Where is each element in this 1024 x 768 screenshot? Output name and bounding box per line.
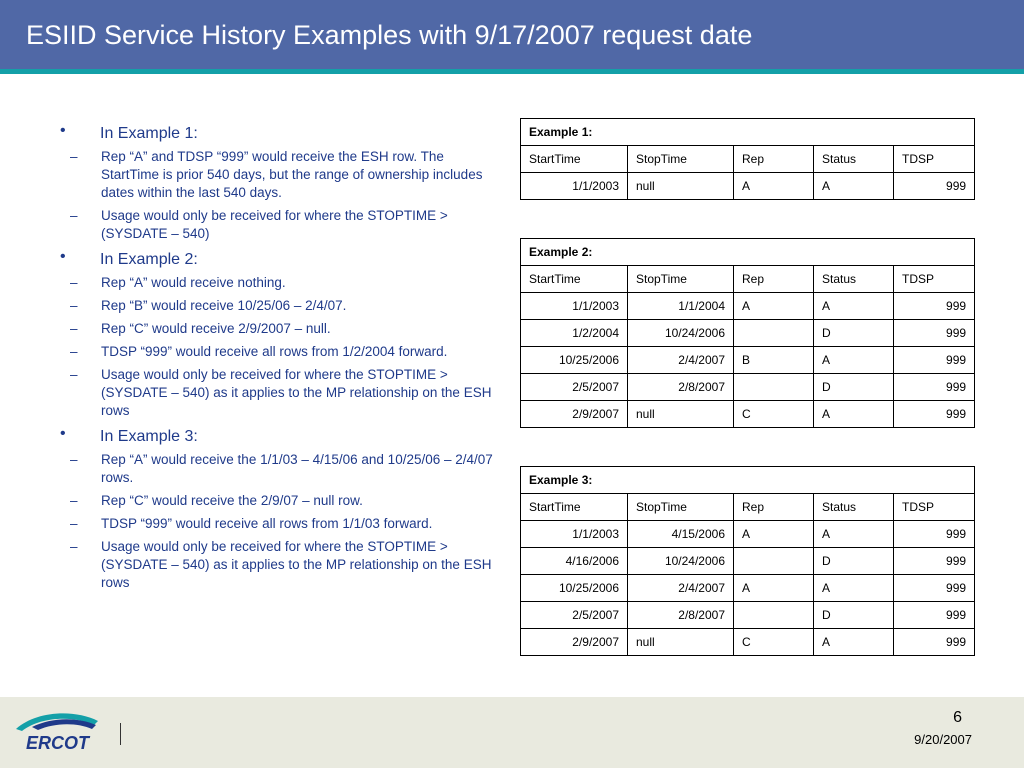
list-item: – Rep “C” would receive 2/9/2007 – null. <box>70 321 331 336</box>
section-example-3 <box>56 425 496 449</box>
table-cell: A <box>814 575 894 602</box>
example-2-table <box>520 238 975 428</box>
table-cell: 999 <box>894 575 975 602</box>
list-item: – Rep “A” would receive nothing. <box>70 275 286 290</box>
table-cell: 999 <box>894 521 975 548</box>
example-3-table <box>520 466 975 656</box>
table-cell: A <box>814 293 894 320</box>
list-item: – Rep “C” would receive the 2/9/07 – null row. <box>70 493 363 508</box>
table-header-row <box>521 266 975 293</box>
list-item: – Usage would only be received for where the STOPTIME >(SYSDATE – 540) <box>70 208 448 241</box>
table-row <box>521 401 975 428</box>
table-caption: Example 1: <box>521 119 975 146</box>
table-cell: A <box>734 173 814 200</box>
list-item: – TDSP “999” would receive all rows from 1/2/2004 forward. <box>70 344 448 359</box>
section-heading: In Example 2: <box>100 251 198 268</box>
table-cell: 2/8/2007 <box>628 374 734 401</box>
table-cell: 2/9/2007 <box>521 401 628 428</box>
table-header-row <box>521 146 975 173</box>
column-header: Rep <box>734 266 814 293</box>
table-cell: D <box>814 548 894 575</box>
table-cell: A <box>814 401 894 428</box>
table-cell: 4/16/2006 <box>521 548 628 575</box>
sub-list <box>56 148 496 243</box>
ercot-logo <box>12 707 102 757</box>
table-cell: 10/24/2006 <box>628 548 734 575</box>
section-example-2 <box>56 248 496 272</box>
table-cell: A <box>814 173 894 200</box>
table-cell: A <box>814 347 894 374</box>
column-header: StartTime <box>521 494 628 521</box>
table-cell: A <box>814 521 894 548</box>
table-caption: Example 2: <box>521 239 975 266</box>
table-row <box>521 629 975 656</box>
dash-icon: – <box>70 367 78 382</box>
table-cell: 10/25/2006 <box>521 347 628 374</box>
table-cell: 999 <box>894 374 975 401</box>
column-header: TDSP <box>894 494 975 521</box>
table-cell: 999 <box>894 548 975 575</box>
bullet-icon: • <box>60 122 66 139</box>
column-header: StartTime <box>521 266 628 293</box>
section-heading: In Example 1: <box>100 125 198 142</box>
table-cell: 1/1/2004 <box>628 293 734 320</box>
bullet-icon: • <box>60 425 66 442</box>
footer-date: 9/20/2007 <box>914 732 972 747</box>
column-header: TDSP <box>894 266 975 293</box>
table-cell: 999 <box>894 629 975 656</box>
sub-list <box>56 274 496 420</box>
section-heading: In Example 3: <box>100 428 198 445</box>
table-cell: C <box>734 629 814 656</box>
title-bar <box>0 0 1024 74</box>
sub-list <box>56 451 496 592</box>
list-item: – Rep “A” and TDSP “999” would receive the ESH row. The StartTime is prior 540 days, but the range of ownership includes dates within the last 540 days. <box>70 149 483 200</box>
column-header: TDSP <box>894 146 975 173</box>
table-cell: D <box>814 602 894 629</box>
table-cell: null <box>628 401 734 428</box>
table-cell: 2/4/2007 <box>628 347 734 374</box>
section-example-1 <box>56 122 496 146</box>
table-cell: D <box>814 320 894 347</box>
table-row <box>521 293 975 320</box>
column-header: Status <box>814 494 894 521</box>
table-cell: 2/4/2007 <box>628 575 734 602</box>
table-cell: A <box>734 575 814 602</box>
table-cell: 999 <box>894 401 975 428</box>
table-cell: 1/2/2004 <box>521 320 628 347</box>
dash-icon: – <box>70 344 78 359</box>
table-cell: D <box>814 374 894 401</box>
table-row <box>521 602 975 629</box>
table-cell: 999 <box>894 173 975 200</box>
table-cell: A <box>814 629 894 656</box>
bullet-list <box>56 122 496 597</box>
footer-divider <box>120 723 121 745</box>
dash-icon: – <box>70 208 78 223</box>
dash-icon: – <box>70 149 78 164</box>
dash-icon: – <box>70 298 78 313</box>
table-cell: 2/5/2007 <box>521 374 628 401</box>
page-number: 6 <box>953 709 962 726</box>
table-cell: null <box>628 629 734 656</box>
table-cell <box>734 320 814 347</box>
table-cell: C <box>734 401 814 428</box>
title-accent-stripe <box>0 69 1024 74</box>
logo-text: ERCOT <box>26 733 89 753</box>
table-header-row <box>521 494 975 521</box>
example-tables <box>520 118 974 694</box>
table-cell: 2/9/2007 <box>521 629 628 656</box>
table-cell: 1/1/2003 <box>521 521 628 548</box>
dash-icon: – <box>70 275 78 290</box>
table-cell: A <box>734 521 814 548</box>
column-header: StopTime <box>628 494 734 521</box>
list-item: – Usage would only be received for where the STOPTIME >(SYSDATE – 540) as it applies to the MP relationship on the ESH rows <box>70 367 492 418</box>
list-item: – Rep “B” would receive 10/25/06 – 2/4/07. <box>70 298 347 313</box>
table-caption-row <box>521 239 975 266</box>
table-cell <box>734 374 814 401</box>
list-item: – Usage would only be received for where the STOPTIME >(SYSDATE – 540) as it applies to the MP relationship on the ESH rows <box>70 539 492 590</box>
dash-icon: – <box>70 493 78 508</box>
slide-title: ESIID Service History Examples with 9/17/2007 request date <box>26 20 753 50</box>
table-row <box>521 521 975 548</box>
footer-bar <box>0 697 1024 768</box>
table-cell <box>734 602 814 629</box>
table-cell <box>734 548 814 575</box>
table-cell: 10/24/2006 <box>628 320 734 347</box>
table-row <box>521 320 975 347</box>
table-cell: A <box>734 293 814 320</box>
table-cell: B <box>734 347 814 374</box>
table-cell: 999 <box>894 602 975 629</box>
dash-icon: – <box>70 321 78 336</box>
table-row <box>521 173 975 200</box>
column-header: Rep <box>734 146 814 173</box>
list-item: – Rep “A” would receive the 1/1/03 – 4/15/06 and 10/25/06 – 2/4/07 rows. <box>70 452 493 485</box>
table-cell: 2/5/2007 <box>521 602 628 629</box>
table-row <box>521 575 975 602</box>
table-cell: 4/15/2006 <box>628 521 734 548</box>
table-cell: 1/1/2003 <box>521 173 628 200</box>
column-header: StopTime <box>628 266 734 293</box>
bullet-icon: • <box>60 248 66 265</box>
table-cell: 999 <box>894 320 975 347</box>
table-row <box>521 374 975 401</box>
table-caption: Example 3: <box>521 467 975 494</box>
example-1-table <box>520 118 975 200</box>
table-caption-row <box>521 467 975 494</box>
column-header: Rep <box>734 494 814 521</box>
column-header: StartTime <box>521 146 628 173</box>
column-header: Status <box>814 266 894 293</box>
column-header: Status <box>814 146 894 173</box>
table-caption-row <box>521 119 975 146</box>
table-cell: 999 <box>894 293 975 320</box>
table-cell: 10/25/2006 <box>521 575 628 602</box>
dash-icon: – <box>70 539 78 554</box>
column-header: StopTime <box>628 146 734 173</box>
dash-icon: – <box>70 516 78 531</box>
table-cell: null <box>628 173 734 200</box>
list-item: – TDSP “999” would receive all rows from 1/1/03 forward. <box>70 516 433 531</box>
table-cell: 1/1/2003 <box>521 293 628 320</box>
table-cell: 999 <box>894 347 975 374</box>
table-cell: 2/8/2007 <box>628 602 734 629</box>
dash-icon: – <box>70 452 78 467</box>
table-row <box>521 347 975 374</box>
table-row <box>521 548 975 575</box>
